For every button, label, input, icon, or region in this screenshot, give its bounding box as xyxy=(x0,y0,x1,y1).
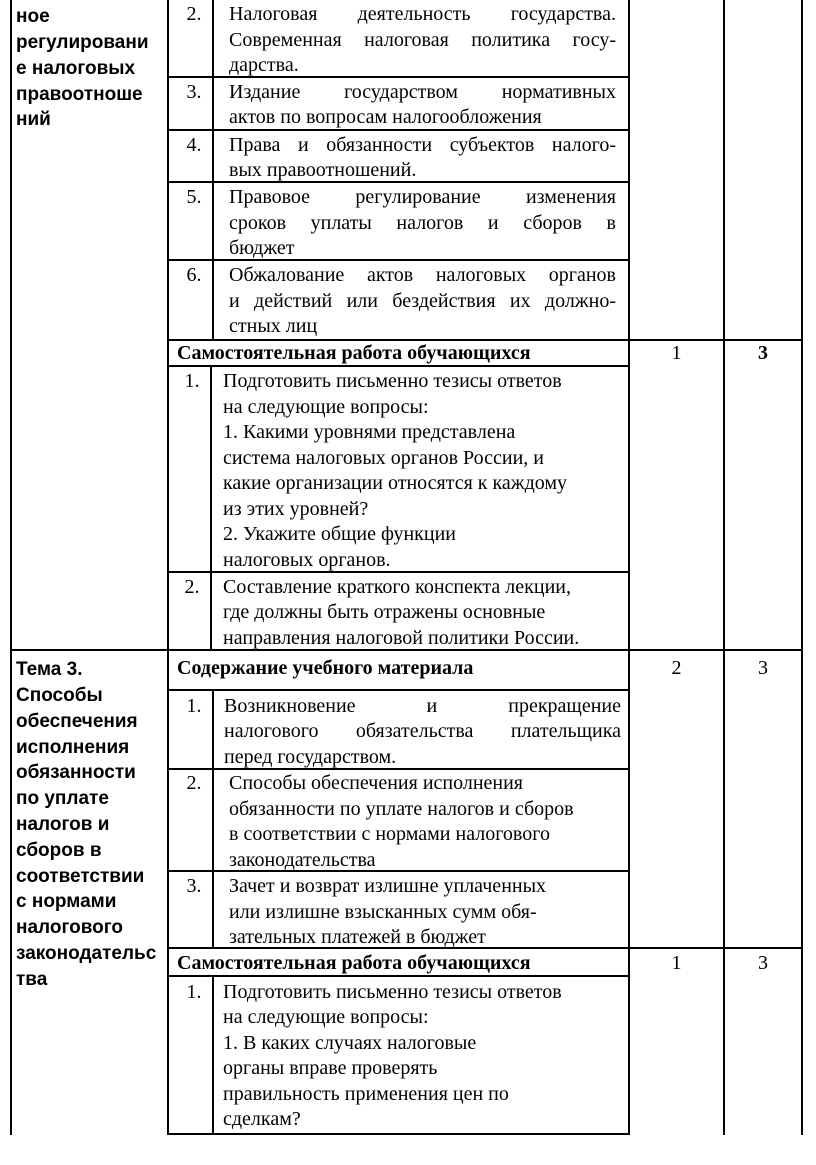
item-text-line: законодательства xyxy=(229,849,376,871)
item-number: 1. xyxy=(184,370,200,392)
item-text-line: сроков уплаты налогов и сборов в xyxy=(229,212,616,234)
item-text-line: Подготовить письменно тезисы ответов xyxy=(223,981,562,1003)
item-text-line: Обжалование актов налоговых органов xyxy=(229,264,616,286)
topic-line: е налоговых xyxy=(16,58,136,79)
item-number: 6. xyxy=(186,264,202,286)
num-col-border-c xyxy=(212,690,214,947)
item-text-line: налогового обязательства плательщика xyxy=(224,720,621,742)
border-topic-right xyxy=(167,0,169,1135)
item-text-line: Права и обязанности субъектов налого- xyxy=(229,134,616,156)
self-work-title: Самостоятельная работа обучающихся xyxy=(177,342,531,364)
item-text-line: вых правоотношений. xyxy=(229,159,417,181)
topic-line: соответствии xyxy=(16,866,145,887)
hours-value: 1 xyxy=(671,342,682,364)
topic-line: тва xyxy=(16,969,48,990)
self-work-title: Самостоятельная работа обучающихся xyxy=(177,952,531,974)
topic-line: регулировани xyxy=(16,32,149,53)
item-text-line: стных лиц xyxy=(229,315,318,337)
item-text-line: где должны быть отражены основные xyxy=(223,601,546,623)
item-text-line: на следующие вопросы: xyxy=(223,1006,429,1028)
topic-line: Тема 3. xyxy=(16,659,83,680)
item-number: 3. xyxy=(186,875,202,897)
item-number: 3. xyxy=(186,81,202,103)
item-number: 1. xyxy=(186,981,202,1003)
topic-line: с нормами xyxy=(16,891,117,912)
row-line xyxy=(167,689,628,691)
item-text-line: Зачет и возврат излишне уплаченных xyxy=(229,875,547,897)
item-text-line: зательных платежей в бюджет xyxy=(229,926,486,948)
item-number: 1. xyxy=(186,695,202,717)
item-number: 5. xyxy=(186,186,202,208)
topic-line: ное xyxy=(16,6,50,27)
topic-line: правоотноше xyxy=(16,84,143,105)
item-text-line: обязанности по уплате налогов и сборов xyxy=(229,798,574,820)
item-text-line: правильность применения цен по xyxy=(223,1083,509,1105)
border-left xyxy=(10,0,12,1135)
item-text-line: или излишне взысканных сумм обя- xyxy=(229,901,537,923)
item-text-line: органы вправе проверять xyxy=(223,1057,438,1079)
item-text-line: дарства. xyxy=(229,54,299,76)
item-text-line: сделкам? xyxy=(223,1108,301,1130)
num-col-border-b xyxy=(210,366,212,649)
level-value: 3 xyxy=(758,952,768,974)
item-text-line: Возникновение и прекращение xyxy=(224,695,621,717)
item-text-line: система налоговых органов России, и xyxy=(223,447,545,469)
topic-line: исполнения xyxy=(16,737,130,758)
topic-line: сборов в xyxy=(16,840,102,861)
topic-line: Способы xyxy=(16,685,103,706)
num-col-border-d xyxy=(212,976,214,1135)
item-text-line: налоговых органов. xyxy=(223,549,391,571)
item-text-line: Составление краткого конспекта лекции, xyxy=(223,576,571,598)
item-text-line: и действий или бездействия их должно- xyxy=(229,290,616,312)
item-text-line: направления налоговой политики России. xyxy=(223,627,580,649)
item-text-line: 2. Укажите общие функции xyxy=(223,523,456,545)
item-text-line: Налоговая деятельность государства. xyxy=(229,3,616,25)
item-text-line: Способы обеспечения исполнения xyxy=(229,772,524,794)
item-text-line: Современная налоговая политика госу- xyxy=(229,29,616,51)
item-number: 4. xyxy=(186,134,202,156)
item-text-line: на следующие вопросы: xyxy=(223,396,429,418)
item-text-line: перед государством. xyxy=(224,746,397,768)
topic-line: налогов и xyxy=(16,814,110,835)
item-text-line: в соответствии с нормами налогового xyxy=(229,823,550,845)
item-number: 2. xyxy=(186,3,202,25)
item-number: 2. xyxy=(184,576,200,598)
topic-line: по уплате xyxy=(16,788,109,809)
level-value: 3 xyxy=(758,342,768,364)
item-text-line: бюджет xyxy=(229,237,295,259)
item-text-line: Правовое регулирование изменения xyxy=(229,186,616,208)
hours-value: 2 xyxy=(671,657,682,679)
item-number: 2. xyxy=(186,772,202,794)
item-text-line: Издание государством нормативных xyxy=(229,81,616,103)
hours-value: 1 xyxy=(671,952,682,974)
border-right xyxy=(801,0,803,1135)
row-line xyxy=(167,1133,628,1135)
topic-line: налогового xyxy=(16,917,124,938)
item-text-line: из этих уровней? xyxy=(223,498,369,520)
level-value: 3 xyxy=(758,657,768,679)
item-text-line: Подготовить письменно тезисы ответов xyxy=(223,370,562,392)
topic-line: законодательс xyxy=(16,943,157,964)
item-text-line: 1. В каких случаях налоговые xyxy=(223,1032,477,1054)
item-text-line: 1. Какими уровнями представлена xyxy=(223,421,516,443)
content-title: Содержание учебного материала xyxy=(177,657,474,679)
topic-line: обеспечения xyxy=(16,711,138,732)
item-text-line: актов по вопросам налогообложения xyxy=(229,106,542,128)
item-text-line: какие организации относятся к каждому xyxy=(223,472,568,494)
topic-line: обязанности xyxy=(16,762,136,783)
topic-line: ний xyxy=(16,109,51,130)
num-col-border-a xyxy=(212,0,214,340)
